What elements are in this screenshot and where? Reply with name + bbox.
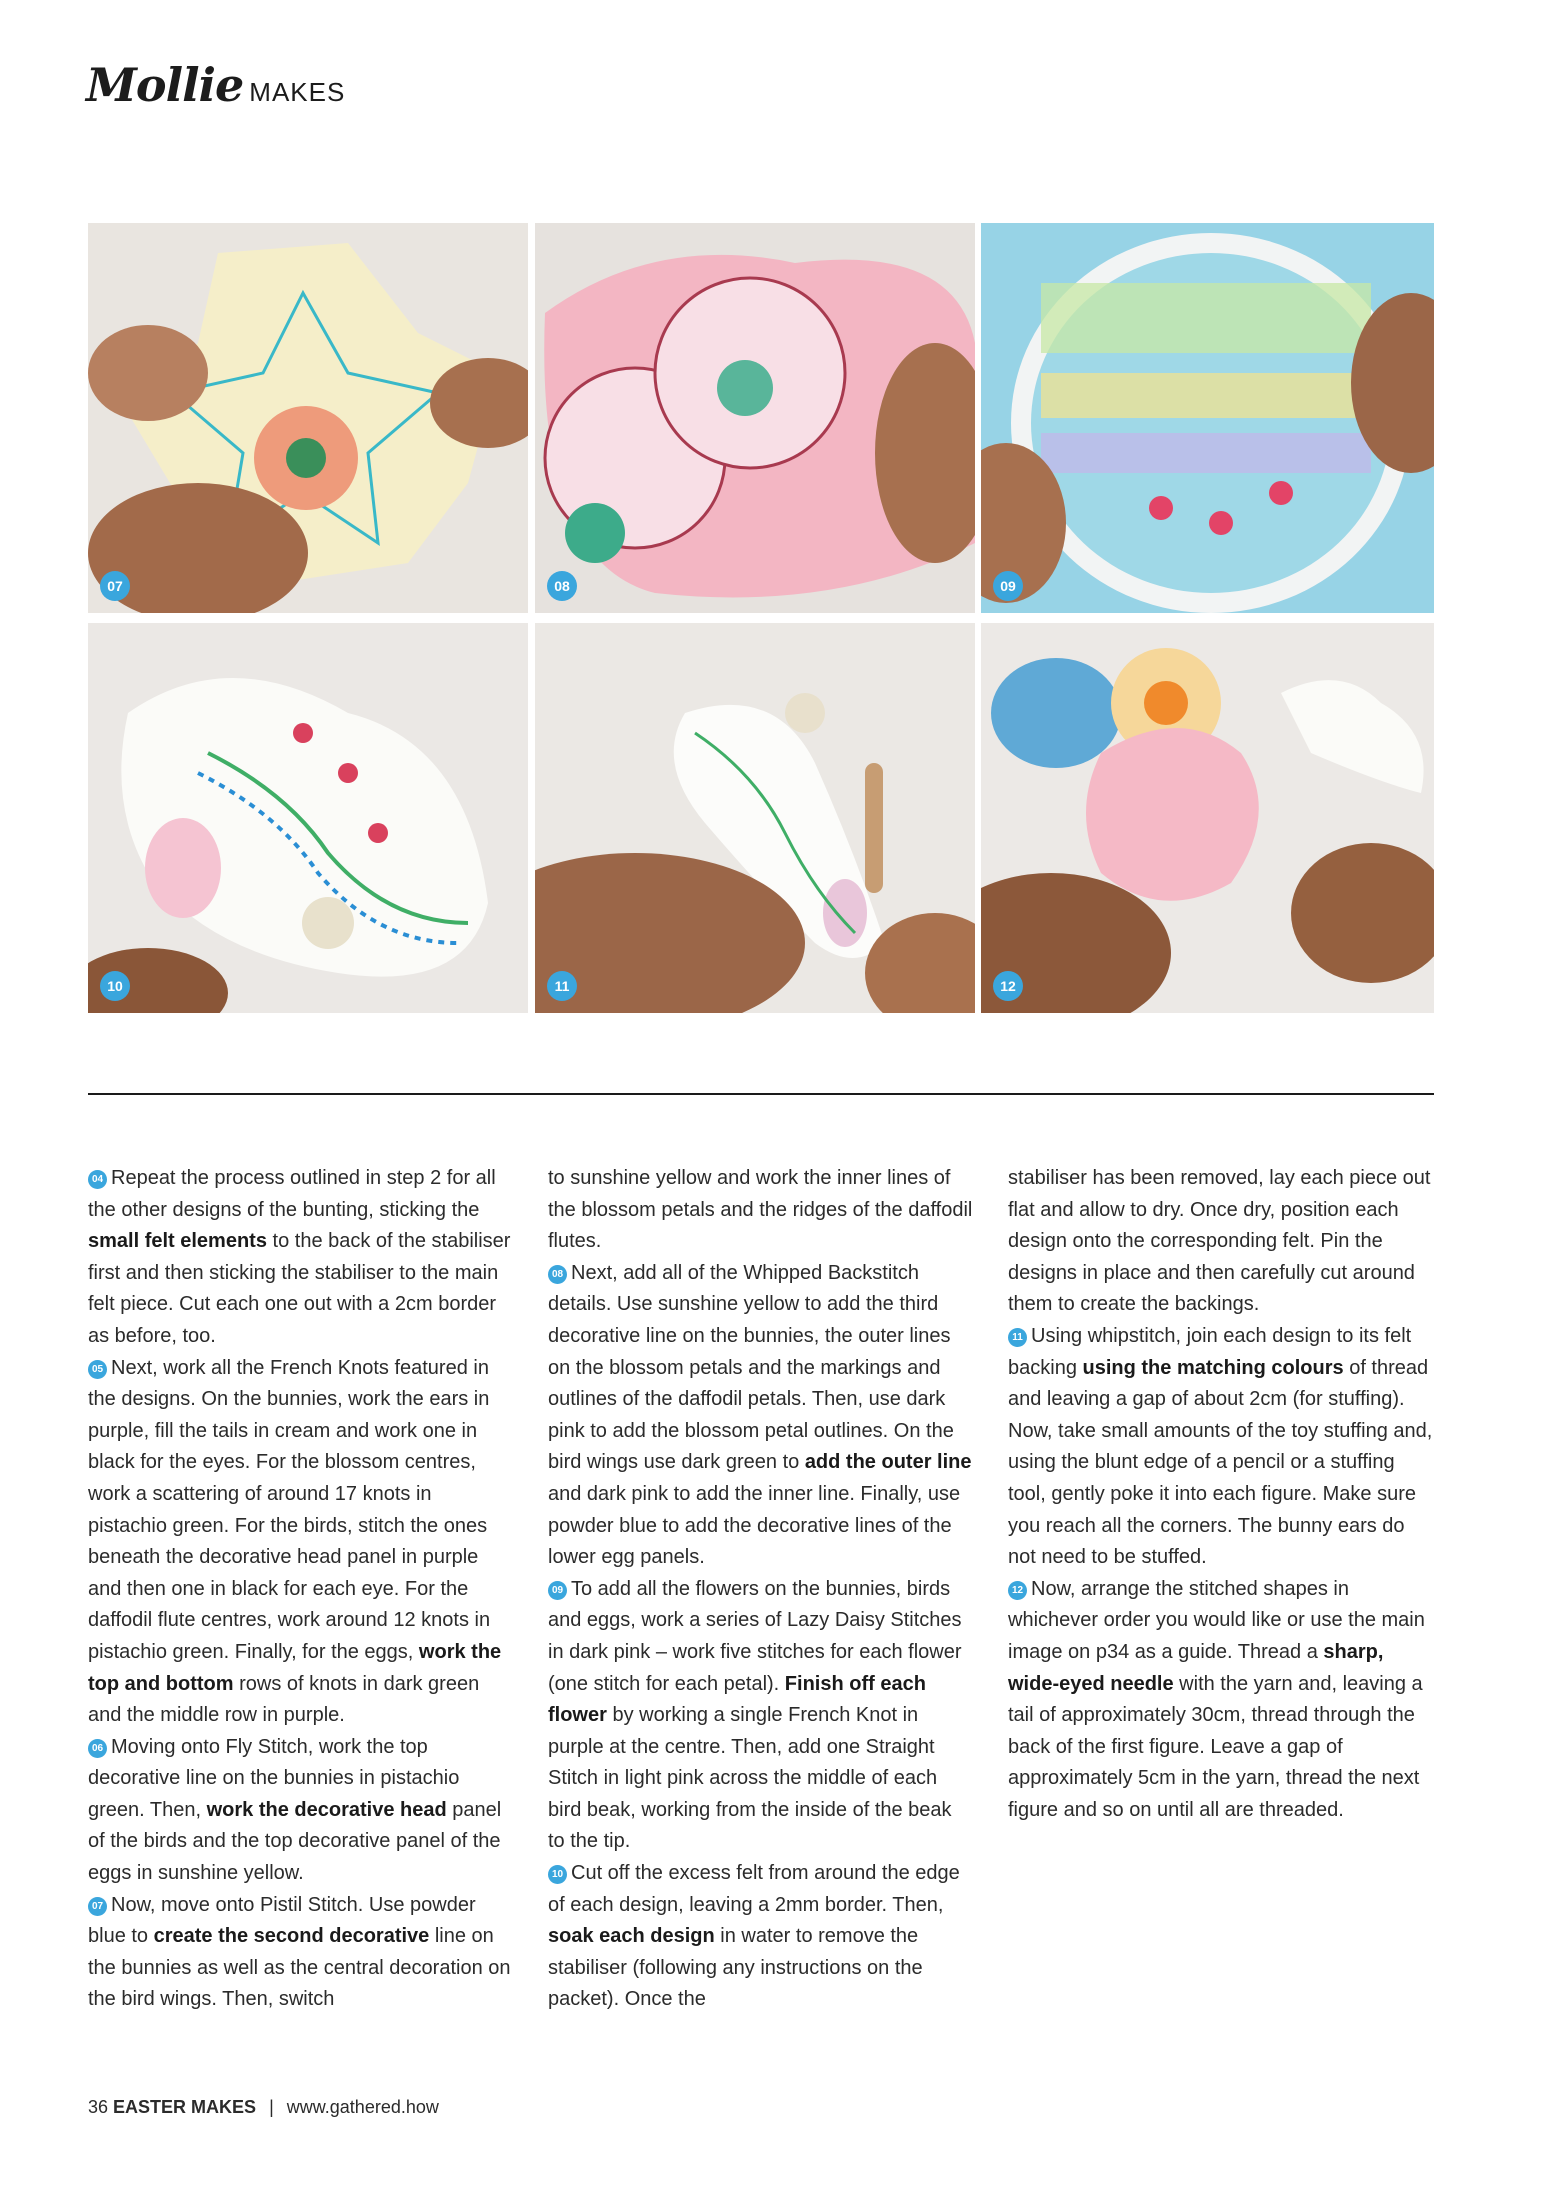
page-footer	[88, 2097, 439, 2118]
emphasis: work the top and bottom	[88, 1640, 502, 1695]
emphasis: Finish off each flower	[548, 1672, 926, 1727]
text-run: of thread and leaving a gap of about 2cm (for stuffing). Now, take small amounts of the toy stuffing and, using the blunt edge of a pencil or a stuffing tool, gently poke it into each figure. Make sure you reach all the corners. The bunny ears do not need to be stuffed.	[1008, 1356, 1433, 1569]
step-09-paragraph	[548, 1574, 973, 1858]
section-divider	[88, 1093, 1434, 1095]
photo-step-12	[981, 623, 1434, 1013]
photo-10-image	[88, 623, 528, 1013]
photo-12-image	[981, 623, 1434, 1013]
emphasis: using the matching colours	[1082, 1356, 1344, 1379]
text-run: To add all the flowers on the bunnies, birds and eggs, work a series of Lazy Daisy Stitches in dark pink – work five stitches for each flower (one stitch for each petal).	[548, 1577, 962, 1695]
step-10-paragraph	[548, 1858, 973, 2016]
logo-caps: MAKES	[249, 77, 346, 107]
step-badge: 07	[100, 571, 130, 601]
text-run: Cut off the excess felt from around the edge of each design, leaving a 2mm border. Then,	[548, 1862, 960, 1916]
section-name: EASTER MAKES	[113, 2097, 257, 2117]
text-run: Repeat the process outlined in step 2 for all the other designs of the bunting, sticking the	[88, 1167, 496, 1221]
text-run: Next, add all of the Whipped Backstitch details. Use sunshine yellow to add the third decorative line on the bunnies, the outer lines on the blossom petals and the markings and outlines of the daffodil petals. Then, use dark pink to add the blossom petal outlines. On the bird wings use dark green to	[548, 1261, 954, 1474]
photo-step-10	[88, 623, 528, 1013]
step-badge: 08	[547, 571, 577, 601]
step-07-badge: 07	[88, 1897, 107, 1916]
logo-script: Mollie	[86, 58, 244, 112]
emphasis: add the outer line	[804, 1451, 972, 1474]
text-column-3	[1008, 1163, 1433, 1826]
text-run: Using whipstitch, join each design to its felt backing	[1008, 1324, 1412, 1379]
step-06-badge: 06	[88, 1739, 107, 1758]
step-badge: 09	[993, 571, 1023, 601]
text-run: Now, arrange the stitched shapes in whichever order you would like or use the main image on p34 as a guide. Thread a	[1008, 1577, 1425, 1663]
photo-07-image	[88, 223, 528, 613]
step-04-paragraph	[88, 1163, 513, 1353]
text-run: panel of the birds and the top decorative panel of the eggs in sunshine yellow.	[88, 1798, 502, 1885]
step-11-paragraph	[1008, 1321, 1433, 1574]
step-04-badge: 04	[88, 1170, 107, 1189]
emphasis: sharp, wide-eyed needle	[1008, 1640, 1384, 1695]
step-05-badge: 05	[88, 1360, 107, 1379]
step-11-badge: 11	[1008, 1328, 1027, 1347]
text-run: Moving onto Fly Stitch, work the top decorative line on the bunnies in pistachio green. Then,	[88, 1735, 460, 1821]
text-run: rows of knots in dark green and the middle row in purple.	[88, 1672, 480, 1727]
emphasis: work the decorative head	[206, 1798, 447, 1821]
photo-09-image	[981, 223, 1434, 613]
step-badge: 11	[547, 971, 577, 1001]
step-07-paragraph	[88, 1890, 513, 2016]
step-10-continued	[1008, 1163, 1433, 1321]
text-run: by working a single French Knot in purple at the centre. Then, add one Straight Stitch in light pink across the middle of each bird beak, working from the inside of the beak to the tip.	[548, 1704, 952, 1853]
text-run: and dark pink to add the inner line. Finally, use powder blue to add the decorative lines of the lower egg panels.	[548, 1482, 961, 1569]
photo-step-11	[535, 623, 975, 1013]
photo-08-image	[535, 223, 975, 613]
emphasis: create the second decorative	[153, 1925, 430, 1948]
magazine-logo	[86, 58, 345, 118]
step-12-paragraph	[1008, 1574, 1433, 1827]
text-run: Now, move onto Pistil Stitch. Use powder blue to	[88, 1893, 476, 1948]
text-run: to the back of the stabiliser first and then sticking the stabiliser to the main felt piece. Cut each one out with a 2cm border as before, too.	[88, 1230, 511, 1347]
text-run: to sunshine yellow and work the inner lines of the blossom petals and the ridges of the daffodil flutes.	[548, 1167, 973, 1253]
step-badge: 12	[993, 971, 1023, 1001]
emphasis: soak each design	[548, 1925, 715, 1948]
text-column-1	[88, 1163, 513, 2016]
emphasis: small felt elements	[88, 1230, 267, 1253]
step-05-paragraph	[88, 1353, 513, 1732]
step-07-continued	[548, 1163, 973, 1258]
step-08-paragraph	[548, 1258, 973, 1574]
step-10-badge: 10	[548, 1865, 567, 1884]
text-run: in water to remove the stabiliser (following any instructions on the packet). Once the	[548, 1925, 923, 2011]
text-run: line on the bunnies as well as the central decoration on the bird wings. Then, switch	[88, 1925, 511, 2011]
website-link[interactable]: www.gathered.how	[286, 2097, 439, 2117]
page-number: 36	[88, 2097, 109, 2117]
photo-step-08	[535, 223, 975, 613]
photo-11-image	[535, 623, 975, 1013]
step-09-badge: 09	[548, 1581, 567, 1600]
step-06-paragraph	[88, 1732, 513, 1890]
step-08-badge: 08	[548, 1265, 567, 1284]
text-run: with the yarn and, leaving a tail of approximately 30cm, thread through the back of the first figure. Leave a gap of approximately 5cm in the yarn, thread the next figure and so on until all are threaded.	[1008, 1672, 1423, 1821]
footer-separator: |	[269, 2097, 274, 2117]
text-column-2	[548, 1163, 973, 2016]
text-run: stabiliser has been removed, lay each piece out flat and allow to dry. Once dry, position each design onto the corresponding felt. Pin the designs in place and then carefully cut around them to create the backings.	[1008, 1167, 1431, 1316]
text-run: Next, work all the French Knots featured in the designs. On the bunnies, work the ears in purple, fill the tails in cream and work one in black for the eyes. For the blossom centres, work a scattering of around 17 knots in pistachio green. For the birds, stitch the ones beneath the decorative head panel in purple and then one in black for each eye. For the daffodil flute centres, work around 12 knots in pistachio green. Finally, for the eggs,	[88, 1356, 491, 1663]
step-12-badge: 12	[1008, 1581, 1027, 1600]
step-badge: 10	[100, 971, 130, 1001]
photo-step-09	[981, 223, 1434, 613]
photo-step-07	[88, 223, 528, 613]
